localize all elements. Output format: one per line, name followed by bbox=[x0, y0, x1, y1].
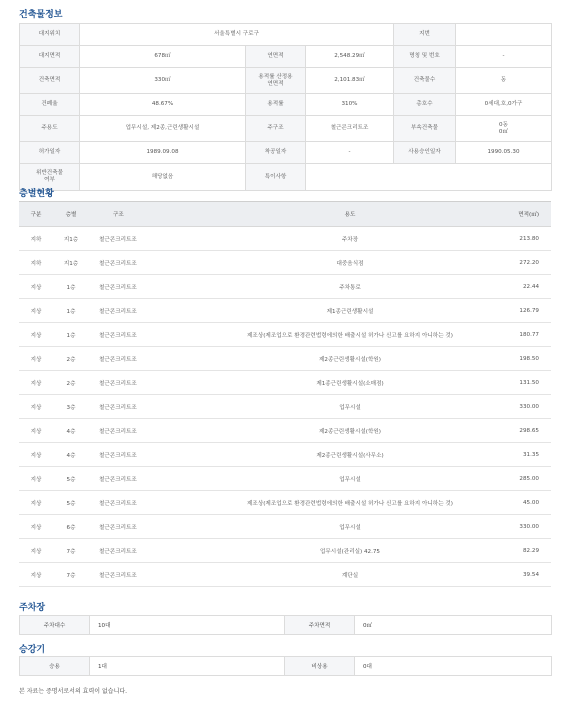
site-location-value: 서울특별시 구로구 bbox=[80, 24, 394, 46]
floor-cell-area: 330.00 bbox=[491, 395, 551, 419]
section-title-elevator: 승강기 bbox=[19, 645, 46, 655]
building-count-label: 건축물수 bbox=[394, 68, 456, 94]
emergency-elevator-label: 비상용 bbox=[285, 657, 355, 676]
annex-building-value: 0동 0㎡ bbox=[456, 116, 552, 142]
floor-cell-structure: 철근콘크리트조 bbox=[89, 275, 209, 299]
table-row bbox=[19, 467, 551, 491]
construction-start-value: - bbox=[306, 142, 394, 164]
floor-cell-floor: 4층 bbox=[53, 419, 89, 443]
emergency-elevator-value: 0대 bbox=[355, 657, 552, 676]
violation-value: 해당없음 bbox=[80, 164, 246, 191]
floor-cell-use: 계단실 bbox=[209, 563, 491, 587]
building-area-value: 330㎡ bbox=[80, 68, 246, 94]
table-row bbox=[19, 323, 551, 347]
parking-area-label: 주차면적 bbox=[285, 616, 355, 635]
parking-count-value: 10대 bbox=[90, 616, 285, 635]
disclaimer-text: 본 자료는 증명서로서의 효력이 없습니다. bbox=[19, 688, 128, 695]
floor-cell-structure: 철근콘크리트조 bbox=[89, 539, 209, 563]
floor-cell-division: 지상 bbox=[19, 419, 53, 443]
floor-cell-structure: 철근콘크리트조 bbox=[89, 323, 209, 347]
floor-cell-area: 198.50 bbox=[491, 347, 551, 371]
building-area-label: 건축면적 bbox=[20, 68, 80, 94]
table-row bbox=[19, 395, 551, 419]
floor-cell-floor: 6층 bbox=[53, 515, 89, 539]
coverage-ratio-value: 48.67% bbox=[80, 94, 246, 116]
floor-cell-use: 업무시설(관리실) 42.75 bbox=[209, 539, 491, 563]
floor-cell-floor: 5층 bbox=[53, 467, 89, 491]
floor-cell-division: 지상 bbox=[19, 323, 53, 347]
floor-area-ratio-value: 310% bbox=[306, 94, 394, 116]
site-location-label: 대지위치 bbox=[20, 24, 80, 46]
floor-cell-division: 지상 bbox=[19, 299, 53, 323]
annex-building-label: 부속건축물 bbox=[394, 116, 456, 142]
floor-cell-use: 제2종근린생활시설(학원) bbox=[209, 419, 491, 443]
floor-cell-division: 지상 bbox=[19, 347, 53, 371]
floor-cell-floor: 2층 bbox=[53, 347, 89, 371]
floor-cell-structure: 철근콘크리트조 bbox=[89, 467, 209, 491]
building-info-table bbox=[19, 23, 552, 191]
floor-cell-structure: 철근콘크리트조 bbox=[89, 227, 209, 251]
floor-cell-floor: 1층 bbox=[53, 299, 89, 323]
section-title-parking: 주차장 bbox=[19, 603, 46, 613]
floor-cell-floor: 4층 bbox=[53, 443, 89, 467]
floor-cell-use: 업무시설 bbox=[209, 395, 491, 419]
floor-cell-area: 82.29 bbox=[491, 539, 551, 563]
floor-cell-division: 지상 bbox=[19, 539, 53, 563]
floor-cell-area: 285.00 bbox=[491, 467, 551, 491]
floor-cell-floor: 3층 bbox=[53, 395, 89, 419]
far-floor-area-value: 2,101.83㎡ bbox=[306, 68, 394, 94]
floor-cell-division: 지상 bbox=[19, 275, 53, 299]
passenger-elevator-label: 승용 bbox=[20, 657, 90, 676]
floor-cell-use: 주차통로 bbox=[209, 275, 491, 299]
col-header-floor: 층별 bbox=[53, 202, 89, 227]
parking-area-value: 0㎡ bbox=[355, 616, 552, 635]
special-notes-value bbox=[306, 164, 552, 191]
floor-cell-floor: 2층 bbox=[53, 371, 89, 395]
section-title-building: 건축물정보 bbox=[19, 10, 63, 20]
floor-cell-use: 업무시설 bbox=[209, 515, 491, 539]
floor-cell-use: 제조상(제조업으로 환경관련법령에의한 배출시설 허가나 신고를 요하지 아니하는 것) bbox=[209, 491, 491, 515]
floor-cell-division: 지상 bbox=[19, 515, 53, 539]
table-row bbox=[19, 443, 551, 467]
table-row bbox=[19, 491, 551, 515]
permit-date-label: 허가일자 bbox=[20, 142, 80, 164]
floor-cell-division: 지상 bbox=[19, 467, 53, 491]
floor-cell-structure: 철근콘크리트조 bbox=[89, 395, 209, 419]
floor-cell-use: 대중음식점 bbox=[209, 251, 491, 275]
building-name-value: - bbox=[456, 46, 552, 68]
floor-cell-use: 업무시설 bbox=[209, 467, 491, 491]
construction-start-label: 착공일자 bbox=[246, 142, 306, 164]
permit-date-value: 1989.09.08 bbox=[80, 142, 246, 164]
floor-status-table bbox=[19, 201, 551, 587]
use-approval-date-label: 사용승인일자 bbox=[394, 142, 456, 164]
floor-cell-structure: 철근콘크리트조 bbox=[89, 419, 209, 443]
floor-cell-division: 지상 bbox=[19, 563, 53, 587]
table-row bbox=[19, 563, 551, 587]
floor-cell-use: 제2종근린생활시설(사무소) bbox=[209, 443, 491, 467]
col-header-structure: 구조 bbox=[89, 202, 209, 227]
floor-cell-use: 주차장 bbox=[209, 227, 491, 251]
floor-cell-floor: 5층 bbox=[53, 491, 89, 515]
building-name-label: 명칭 및 번호 bbox=[394, 46, 456, 68]
floor-cell-division: 지상 bbox=[19, 443, 53, 467]
floor-cell-area: 39.54 bbox=[491, 563, 551, 587]
floor-cell-structure: 철근콘크리트조 bbox=[89, 251, 209, 275]
floor-cell-floor: 지1층 bbox=[53, 251, 89, 275]
main-use-label: 주용도 bbox=[20, 116, 80, 142]
coverage-ratio-label: 건폐율 bbox=[20, 94, 80, 116]
floor-cell-area: 298.65 bbox=[491, 419, 551, 443]
floor-cell-area: 126.79 bbox=[491, 299, 551, 323]
floor-cell-division: 지상 bbox=[19, 395, 53, 419]
site-area-value: 678㎡ bbox=[80, 46, 246, 68]
floor-cell-area: 22.44 bbox=[491, 275, 551, 299]
use-approval-date-value: 1990.05.30 bbox=[456, 142, 552, 164]
section-title-floors: 층별현황 bbox=[19, 189, 54, 199]
floor-cell-floor: 지1층 bbox=[53, 227, 89, 251]
table-row bbox=[19, 275, 551, 299]
table-row bbox=[19, 539, 551, 563]
passenger-elevator-value: 1대 bbox=[90, 657, 285, 676]
far-floor-area-label: 용적률 산정용 연면적 bbox=[246, 68, 306, 94]
floor-cell-floor: 7층 bbox=[53, 539, 89, 563]
floor-cell-use: 제조상(제조업으로 환경관련법령에의한 배출시설 허가나 신고를 요하지 아니하는 것) bbox=[209, 323, 491, 347]
main-structure-value: 철근콘크리트조 bbox=[306, 116, 394, 142]
total-units-label: 총호수 bbox=[394, 94, 456, 116]
floor-cell-division: 지하 bbox=[19, 251, 53, 275]
elevator-table bbox=[19, 656, 552, 676]
floor-cell-structure: 철근콘크리트조 bbox=[89, 299, 209, 323]
floor-cell-use: 제2종근린생활시설(학원) bbox=[209, 347, 491, 371]
floor-cell-floor: 1층 bbox=[53, 275, 89, 299]
table-row bbox=[19, 419, 551, 443]
floor-cell-area: 45.00 bbox=[491, 491, 551, 515]
main-use-value: 업무시설, 제2종,근린생활시설 bbox=[80, 116, 246, 142]
floor-cell-floor: 1층 bbox=[53, 323, 89, 347]
building-count-value: 동 bbox=[456, 68, 552, 94]
table-row bbox=[19, 371, 551, 395]
floor-cell-structure: 철근콘크리트조 bbox=[89, 491, 209, 515]
col-header-area: 면적(㎡) bbox=[491, 202, 551, 227]
floor-cell-structure: 철근콘크리트조 bbox=[89, 371, 209, 395]
floor-cell-structure: 철근콘크리트조 bbox=[89, 515, 209, 539]
floor-cell-floor: 7층 bbox=[53, 563, 89, 587]
violation-label: 위반건축물 여부 bbox=[20, 164, 80, 191]
floor-cell-structure: 철근콘크리트조 bbox=[89, 347, 209, 371]
floor-cell-use: 제1종근린생활시설 bbox=[209, 299, 491, 323]
table-row bbox=[19, 227, 551, 251]
total-units-value: 0세대,호,0가구 bbox=[456, 94, 552, 116]
parking-table bbox=[19, 615, 552, 635]
floor-cell-area: 31.35 bbox=[491, 443, 551, 467]
floor-cell-structure: 철근콘크리트조 bbox=[89, 443, 209, 467]
floor-table-body bbox=[19, 227, 551, 587]
col-header-division: 구분 bbox=[19, 202, 53, 227]
special-notes-label: 특이사항 bbox=[246, 164, 306, 191]
floor-cell-area: 213.80 bbox=[491, 227, 551, 251]
table-row bbox=[19, 251, 551, 275]
lot-number-label: 지번 bbox=[394, 24, 456, 46]
parking-count-label: 주차대수 bbox=[20, 616, 90, 635]
total-floor-area-value: 2,548.29㎡ bbox=[306, 46, 394, 68]
table-row bbox=[19, 515, 551, 539]
col-header-use: 용도 bbox=[209, 202, 491, 227]
main-structure-label: 주구조 bbox=[246, 116, 306, 142]
total-floor-area-label: 연면적 bbox=[246, 46, 306, 68]
floor-cell-area: 131.50 bbox=[491, 371, 551, 395]
floor-cell-area: 180.77 bbox=[491, 323, 551, 347]
floor-cell-use: 제1종근린생활시설(소매점) bbox=[209, 371, 491, 395]
lot-number-value bbox=[456, 24, 552, 46]
table-row bbox=[19, 299, 551, 323]
table-row bbox=[19, 347, 551, 371]
floor-cell-area: 272.20 bbox=[491, 251, 551, 275]
floor-cell-division: 지하 bbox=[19, 227, 53, 251]
floor-cell-area: 330.00 bbox=[491, 515, 551, 539]
floor-table-header bbox=[19, 202, 551, 227]
floor-cell-division: 지상 bbox=[19, 491, 53, 515]
floor-cell-division: 지상 bbox=[19, 371, 53, 395]
floor-cell-structure: 철근콘크리트조 bbox=[89, 563, 209, 587]
site-area-label: 대지면적 bbox=[20, 46, 80, 68]
floor-area-ratio-label: 용적률 bbox=[246, 94, 306, 116]
